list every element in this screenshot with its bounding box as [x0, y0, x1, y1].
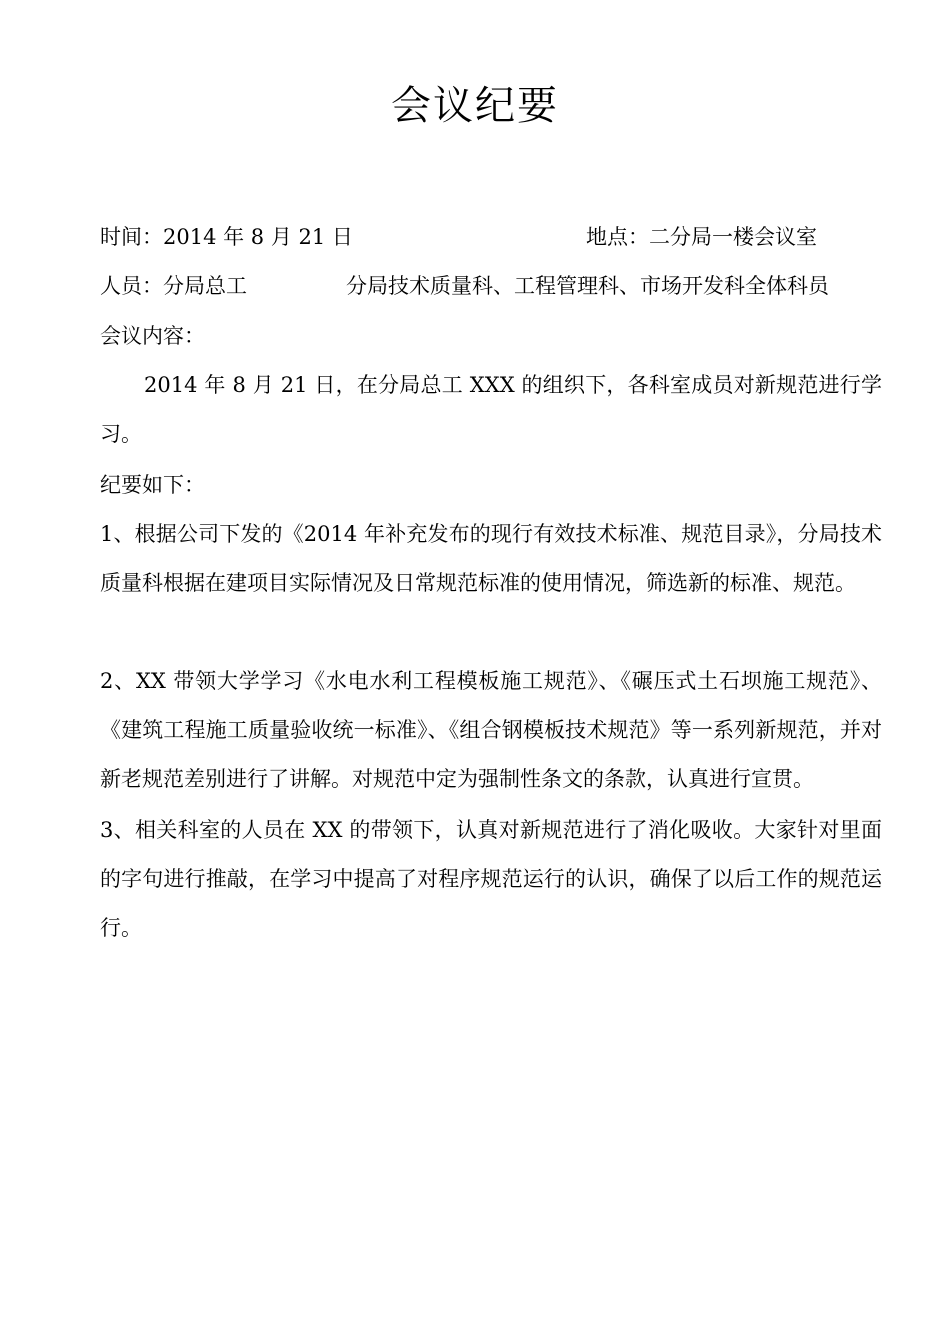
people-primary: 分局总工 — [163, 274, 247, 298]
attendees-row — [100, 271, 829, 301]
time-value: 2014 年 8 月 21 日 — [163, 225, 353, 249]
people-label: 人员： — [100, 274, 163, 298]
place-field — [586, 222, 817, 252]
content-label: 会议内容： — [100, 324, 205, 348]
time-label: 时间： — [100, 225, 163, 249]
summary-item-1: 1、根据公司下发的《2014 年补充发布的现行有效技术标准、规范目录》，分局技术质量科根据在建项目实际情况及日常规范标准的使用情况，筛选新的标准、规范。 — [100, 522, 882, 595]
summary-label: 纪要如下： — [100, 473, 205, 497]
document-title: 会议纪要 — [391, 83, 559, 129]
place-value: 二分局一楼会议室 — [649, 225, 817, 249]
summary-item-3: 3、相关科室的人员在 XX 的带领下，认真对新规范进行了消化吸收。大家针对里面的字句进行推敲，在学习中提高了对程序规范运行的认识，确保了以后工作的规范运行。 — [100, 818, 882, 940]
summary-item-2: 2、XX 带领大学学习《水电水利工程模板施工规范》、《碾压式土石坝施工规范》、《建筑工程施工质量验收统一标准》、《组合钢模板技术规范》等一系列新规范，并对新老规范差别进行了讲解。对规范中定为强制性条文的条款，认真进行宣贯。 — [100, 669, 882, 791]
intro-paragraph: 2014 年 8 月 21 日，在分局总工 XXX 的组织下，各科室成员对新规范进行学习。 — [100, 373, 882, 446]
place-label: 地点： — [586, 225, 649, 249]
people-groups: 分局技术质量科、工程管理科、市场开发科全体科员 — [346, 274, 829, 298]
time-place-row — [100, 222, 817, 252]
